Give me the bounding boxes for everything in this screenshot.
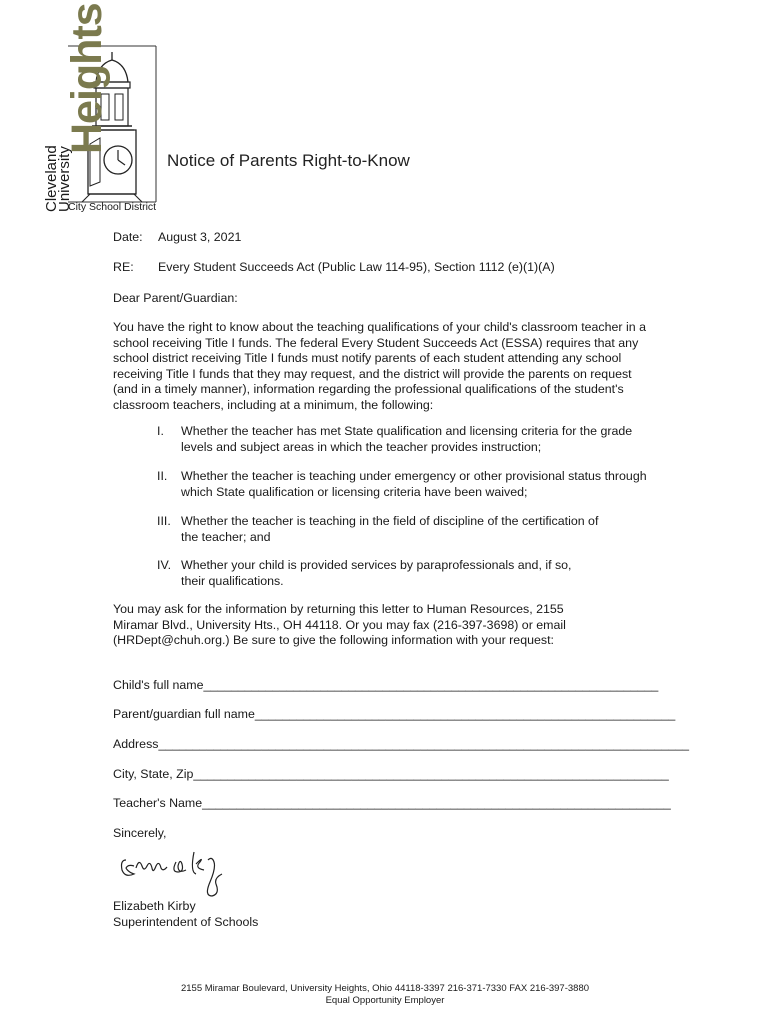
re-value: Every Student Succeeds Act (Public Law 114-95), Section 1112 (e)(1)(A) — [158, 260, 555, 274]
closing: Sincerely, — [113, 826, 167, 840]
logo-heights-word: Heights — [63, 3, 111, 154]
logo-cleveland-word: Cleveland — [43, 145, 60, 212]
footer-address: 2155 Miramar Boulevard, University Heights, Ohio 44118-3397 216-371-7330 FAX 216-397-3880 — [180, 983, 590, 994]
list-item-number: IV. — [157, 558, 172, 572]
intro-line: (and in a timely manner), information regarding the professional qualifications of the student's — [113, 382, 624, 397]
list-item-number: I. — [157, 424, 164, 438]
list-item-line: Whether your child is provided services by paraprofessionals and, if so, — [181, 558, 572, 572]
city-state-zip-field[interactable]: City, State, Zip_____________________________________________________________________ — [113, 767, 669, 781]
intro-line: school receiving Title I funds. The federal Every Student Succeeds Act (ESSA) requires that any — [113, 335, 639, 350]
re-label: RE: — [113, 260, 134, 274]
list-item-number: III. — [157, 514, 171, 528]
date-label: Date: — [113, 230, 143, 244]
list-item-number: II. — [157, 469, 168, 483]
salutation: Dear Parent/Guardian: — [113, 291, 238, 305]
list-item-line: their qualifications. — [181, 573, 284, 588]
page-title: Notice of Parents Right-to-Know — [167, 151, 410, 170]
date-value: August 3, 2021 — [158, 230, 242, 244]
childs-full-name-field[interactable]: Child's full name__________________________________________________________________ — [113, 678, 659, 692]
footer-eoe: Equal Opportunity Employer — [325, 995, 445, 1006]
intro-line: classroom teachers, including at a minimum, the following: — [113, 397, 434, 412]
list-item-line: Whether the teacher is teaching under emergency or other provisional status through — [181, 469, 647, 483]
address-field[interactable]: Address_____________________________________________________________________________ — [113, 737, 690, 751]
intro-line: receiving Title I funds that they may request, and the district will provide the parents on request — [113, 366, 632, 381]
logo-district-name: City School District — [68, 201, 157, 213]
logo-university-word: University — [56, 146, 73, 212]
signature-image — [116, 842, 231, 900]
parent-guardian-name-field[interactable]: Parent/guardian full name_____________________________________________________________ — [113, 707, 676, 721]
district-logo — [42, 3, 160, 216]
list-item-line: Whether the teacher has met State qualification and licensing criteria for the grade — [181, 424, 633, 438]
list-item-line: Whether the teacher is teaching in the field of discipline of the certification of — [181, 514, 599, 528]
teachers-name-field[interactable]: Teacher's Name____________________________________________________________________ — [113, 796, 671, 810]
list-item-line: which State qualification or licensing criteria have been waived; — [181, 484, 528, 499]
signer-name: Elizabeth Kirby — [113, 899, 196, 913]
intro-line: You have the right to know about the teaching qualifications of your child's classroom teacher in a — [113, 320, 646, 334]
request-line: You may ask for the information by returning this letter to Human Resources, 2155 — [113, 602, 564, 616]
list-item-line: levels and subject areas in which the teacher provides instruction; — [181, 439, 542, 454]
request-paragraph — [113, 602, 673, 649]
signer-title: Superintendent of Schools — [113, 915, 259, 929]
request-line: Miramar Blvd., University Hts., OH 44118. Or you may fax (216-397-3698) or email — [113, 617, 566, 632]
list-item-line: the teacher; and — [181, 529, 271, 544]
request-line: (HRDept@chuh.org.) Be sure to give the following information with your request: — [113, 633, 554, 648]
intro-paragraph — [113, 320, 673, 414]
intro-line: school district receiving Title I funds must notify parents of each student attending any school — [113, 351, 622, 366]
